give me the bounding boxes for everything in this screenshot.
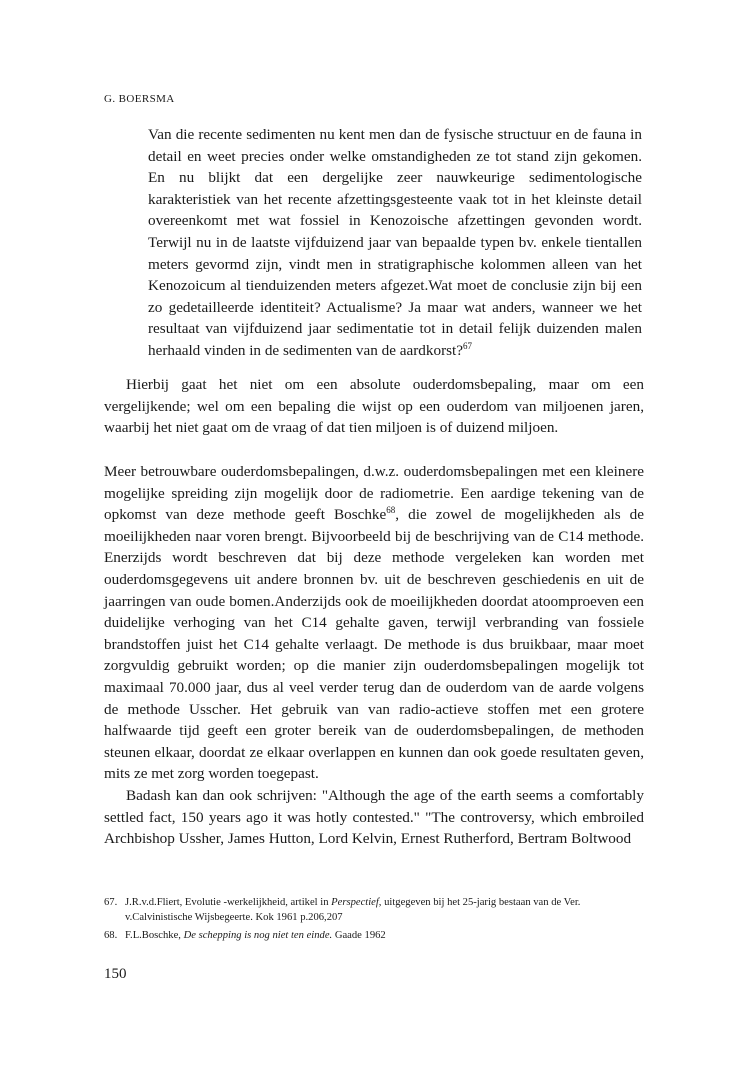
footnote-text [125,929,650,944]
body-paragraphs [104,461,644,850]
footnote-number: 68. [104,930,118,941]
footnote-ref-68[interactable]: 68 [386,505,396,516]
running-head: G. BOERSMA [104,93,175,105]
block-quote [148,124,642,362]
paragraph-text-continued: , die zowel de mogelijkheden als de moeilijkheden naar voren brengt. Bijvoorbeeld bij de beschrijving van de C14 methode. Enerzijds wordt beschreven dat bij deze methode vergeleken kan worden met ouderdomsgegevens uit andere bronnen bv. uit de beschreven geschiedenis en uit de jaarringen van oude bomen.Anderzijds ook de moeilijkheden doordat atoomproeven een duidelijke verhoging van het C14 gehalte gaven, terwijl verbranding van fossiele brandstoffen juist het C14 gehalte verlaagt. De methode is dus bruikbaar, maar moet zorgvuldig gebruikt worden; op die manier zijn ouderdomsbepalingen mogelijk tot maximaal 70.000 jaar, dus al veel verder terug dan de ouderdom van de aarde volgens de methode Usscher. Het gebruik van van radio-actieve stoffen met een grotere halfwaarde tijd geeft een groter bereik van de ouderdomsbepalingen, de methoden steunen elkaar, doordat ze elkaar overlappen en kunnen dan ook goede resultaten geven, mits ze met zorg worden toegepast. [104,506,644,783]
footnote-title: Perspectief, [331,897,382,908]
footnote-title: De schepping is nog niet ten einde. [183,930,333,941]
paragraph-text: Hierbij gaat het niet om een absolute ouderdomsbepaling, maar om een vergelijkende; wel om een bepaling die wijst op een ouderdom van miljoenen jaren, waarbij het niet gaat om de vraag of dat tien miljoen is of duizend miljoen. [104,376,644,437]
footnote-number: 67. [104,897,118,908]
body-paragraph-1 [104,374,644,439]
paragraph-text: Meer betrouwbare ouderdomsbepalingen, d.w.z. ouderdomsbepalingen met een kleinere mogelijke spreiding zijn mogelijk door de radiometrie. Een aardige tekening van de opkomst van deze methode geeft Boschke [104,463,644,524]
footnotes [104,896,650,948]
page-number: 150 [104,966,127,982]
footnote-text [125,896,650,925]
footnote-text-part: J.R.v.d.Fliert, Evolutie -werkelijkheid, artikel in [125,897,332,908]
footnote-text-part: F.L.Boschke, [125,930,184,941]
body-paragraph-3: Badash kan dan ook schrijven: "Although the age of the earth seems a comfortably settled fact, 150 years ago it was hotly contested." "The controversy, which embroiled Archbishop Ussher, James Hutton, Lord Kelvin, Ernest Rutherford, Bertram Boltwood [104,786,644,848]
quote-text: Van die recente sedimenten nu kent men dan de fysische structuur en de fauna in detail en weet precies onder welke omstandigheden ze tot stand zijn gekomen. En nu blijkt dat een dergelijke zeer nauwkeurige sedimentologische karakteristiek van het recente afzettingsgesteente vaak tot in het kleinste detail overeenkomt met wat fossiel in Kenozoische afzettingen gevonden wordt. Terwijl nu in de laatste vijfduizend jaar van bepaalde typen bv. enkele tientallen meters gevormd zijn, vindt men in stratigraphische kolommen alleen van het Kenozoicum al tienduizenden meters afgezet.Wat moet de conclusie zijn bij een zo gedetailleerde identiteit? Actualisme? Ja maar wat anders, wanneer we het resultaat van vijfduizend jaar sedimentatie tot in detail felijk duizenden malen herhaald vinden in de sedimenten van de aardkorst? [148,126,642,359]
footnote-67 [104,896,650,925]
body-paragraph-2 [104,461,644,785]
footnote-text-part: uitgegeven bij het 25-jarig bestaan van de Ver. v.Calvinistische Wijsbegeerte. Kok 1961 p.206,207 [125,897,581,923]
footnote-text-part: Gaade 1962 [332,930,386,941]
footnote-ref-67[interactable]: 67 [463,340,473,351]
footnote-68 [104,929,650,944]
